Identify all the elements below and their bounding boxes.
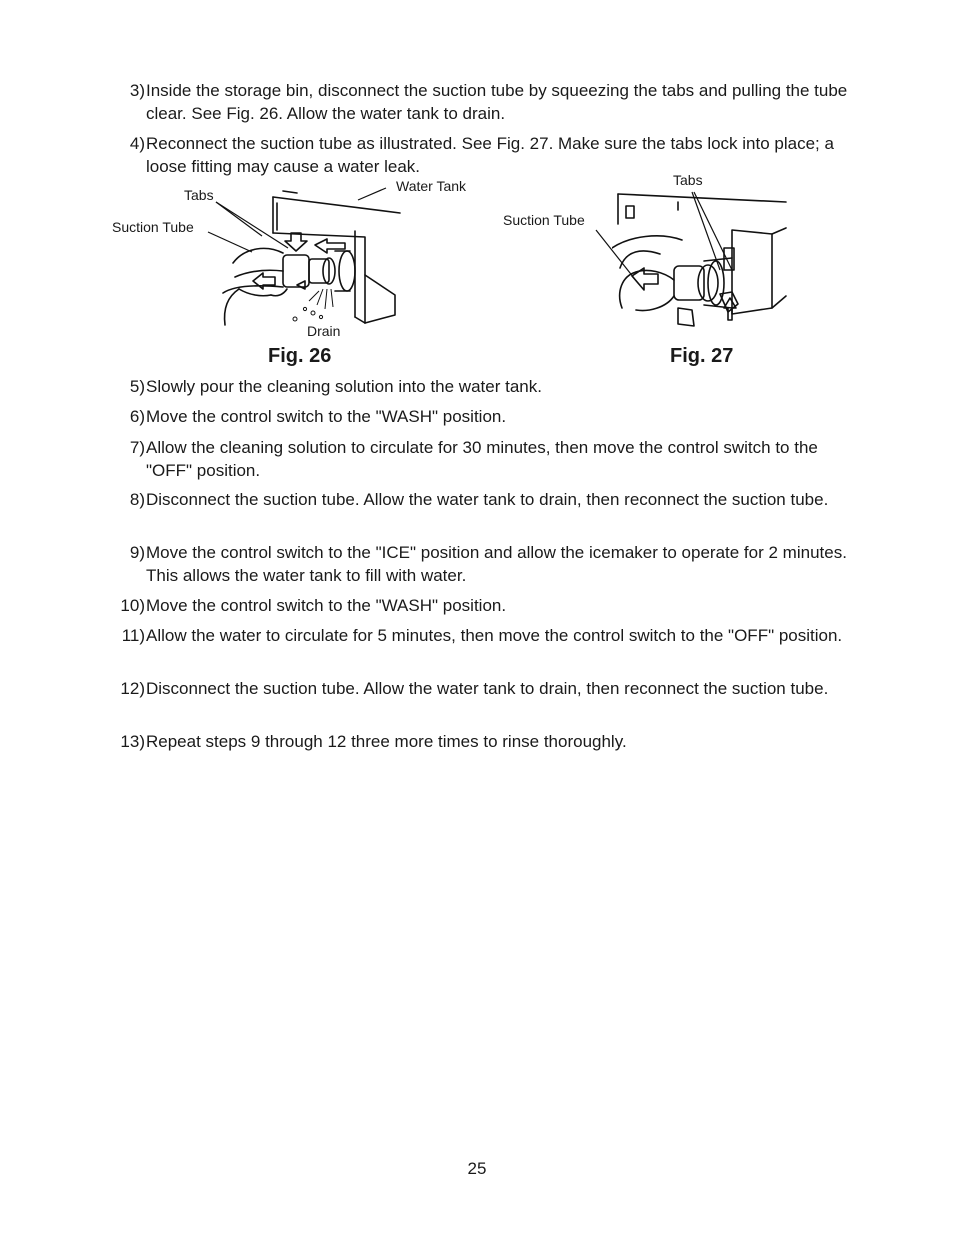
fig-26-leader-lines bbox=[190, 180, 410, 280]
fig-27-label-tabs: Tabs bbox=[673, 172, 703, 188]
step-number: 12) bbox=[120, 679, 145, 698]
step-text: Inside the storage bin, disconnect the suction tube by squeezing the tabs and pulling the tube clear. See Fig. 26. Allow the water tank to drain. bbox=[146, 81, 848, 123]
fig-26-label-drain: Drain bbox=[307, 323, 341, 339]
step-12 bbox=[112, 677, 862, 700]
fig-27-label-suction-tube: Suction Tube bbox=[503, 212, 585, 228]
fig-27-leader-lines bbox=[590, 186, 750, 286]
step-number: 5) bbox=[129, 377, 145, 396]
step-7 bbox=[112, 436, 862, 482]
step-text: Disconnect the suction tube. Allow the water tank to drain, then reconnect the suction tube. bbox=[146, 490, 829, 509]
step-text: Repeat steps 9 through 12 three more times to rinse thoroughly. bbox=[146, 732, 627, 751]
fig-26-label-suction-tube: Suction Tube bbox=[112, 219, 194, 235]
step-text: Reconnect the suction tube as illustrated. See Fig. 27. Make sure the tabs lock into place; a loose fitting may cause a water leak. bbox=[146, 134, 834, 176]
step-number: 10) bbox=[120, 596, 145, 615]
fig-26-label-water-tank: Water Tank bbox=[396, 178, 467, 194]
step-text: Disconnect the suction tube. Allow the water tank to drain, then reconnect the suction tube. bbox=[146, 679, 829, 698]
step-6 bbox=[112, 405, 862, 428]
fig-27-caption: Fig. 27 bbox=[670, 345, 734, 367]
step-number: 13) bbox=[120, 732, 145, 751]
step-text: Slowly pour the cleaning solution into the water tank. bbox=[146, 377, 542, 396]
step-text: Move the control switch to the "WASH" position. bbox=[146, 596, 507, 615]
step-text: Move the control switch to the "WASH" position. bbox=[146, 407, 507, 426]
step-number: 7) bbox=[129, 438, 145, 457]
step-text: Allow the water to circulate for 5 minutes, then move the control switch to the "OFF" position. bbox=[146, 626, 843, 645]
step-number: 11) bbox=[121, 626, 145, 645]
fig-26-caption: Fig. 26 bbox=[268, 345, 332, 367]
step-3 bbox=[112, 79, 862, 125]
step-number: 9) bbox=[129, 543, 145, 562]
step-text: Move the control switch to the "ICE" position and allow the icemaker to operate for 2 minutes. This allows the water tank to fill with water. bbox=[146, 543, 847, 585]
step-13 bbox=[112, 730, 862, 753]
step-9 bbox=[112, 541, 862, 587]
fig-26-label-tabs: Tabs bbox=[184, 187, 214, 203]
step-5 bbox=[112, 375, 862, 398]
step-11 bbox=[112, 624, 862, 647]
step-4 bbox=[112, 132, 862, 178]
step-8 bbox=[112, 488, 862, 511]
page-number: 25 bbox=[467, 1159, 487, 1178]
step-text: Allow the cleaning solution to circulate for 30 minutes, then move the control switch to the "OFF" position. bbox=[146, 438, 818, 480]
step-10 bbox=[112, 594, 862, 617]
step-number: 8) bbox=[129, 490, 145, 509]
step-number: 6) bbox=[129, 407, 145, 426]
step-number: 4) bbox=[129, 134, 145, 153]
step-number: 3) bbox=[129, 81, 145, 100]
